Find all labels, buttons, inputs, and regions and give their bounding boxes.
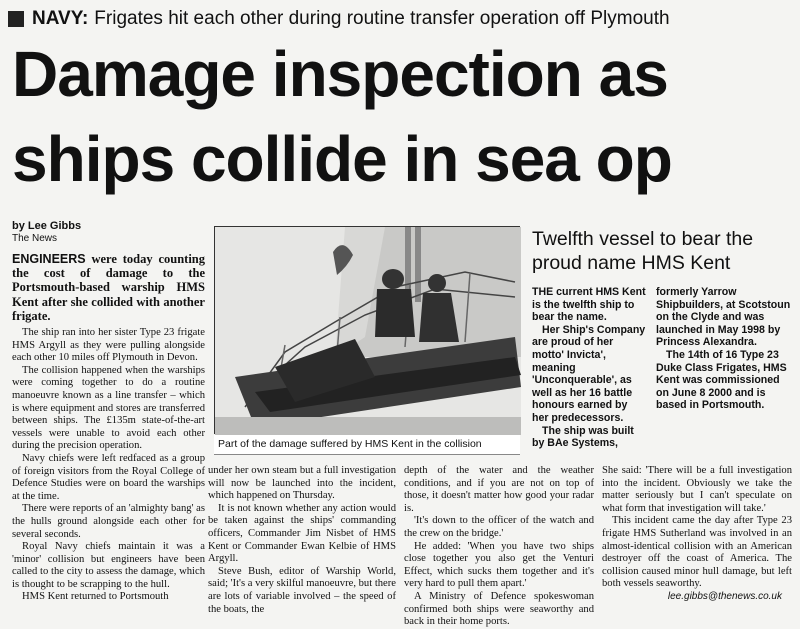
sidebar-title: Twelfth vessel to bear the proud name HMS Kent	[532, 228, 754, 274]
article-column-1	[12, 252, 205, 606]
paragraph: The collision happened when the warships were coming together to do a routine manoeuvre known as a line transfer – which is where equipment and stores are transferred between ships. The £135m state-of-the-art vessels were unable to avoid each other during the precision operation.	[12, 364, 205, 452]
intro-rest: were today counting the cost of damage to the Portsmouth-based warship HMS Kent after she collided with another frigate.	[12, 252, 205, 323]
intro-paragraph	[12, 252, 205, 323]
kicker-text: Frigates hit each other during routine transfer operation off Plymouth	[94, 8, 670, 29]
paragraph: It is not known whether any action would be taken against the ships' commanding officers, Commander Jim Nisbet of HMS Kent or Commander Ewan Kelbie of HMS Argyll.	[208, 502, 396, 565]
paragraph: Steve Bush, editor of Warship World, said; 'It's a very skilful manoeuvre, but there are lots of variable involved – the speed of the boats, the	[208, 565, 396, 615]
paragraph: He added: 'When you have two ships close together you also get the Venturi Effect, which sucks them together and it's very hard to pull them apart.'	[404, 540, 594, 590]
paragraph: She said: 'There will be a full investigation into the incident. Obviously we take the matter seriously but I can't speculate on what form that investigation will take.'	[602, 465, 792, 514]
paragraph: This incident came the day after Type 23 frigate HMS Sutherland was involved in an almost-identical collision with an American destroyer off the coast of America. The collision caused minor hull damage, but left both vessels seaworthy.	[602, 515, 792, 590]
headline-line-2: ships collide in sea op	[12, 123, 672, 195]
paragraph: depth of the water and the weather conditions, and if you are not on top of those, it doesn't matter how good your radar is.	[404, 465, 594, 514]
ship-damage-illustration	[215, 227, 521, 435]
intro-lead: ENGINEERS	[12, 252, 86, 266]
paragraph: The ship ran into her sister Type 23 frigate HMS Argyll as they were pulling alongside each other 10 miles off Plymouth in Devon.	[12, 327, 205, 364]
article-column-2	[208, 465, 396, 615]
sidebar-paragraph: THE current HMS Kent is the twelfth ship to bear the name.	[532, 286, 646, 324]
paragraph: under her own steam but a full investigation will now be launched into the incident, which happened on Thursday.	[208, 465, 396, 502]
kicker	[8, 8, 792, 30]
paragraph: A Ministry of Defence spokeswoman confirmed both ships were seaworthy and back in their home ports.	[404, 590, 594, 628]
sidebar-column-a	[532, 286, 646, 451]
paragraph: Royal Navy chiefs maintain it was a 'minor' collision but engineers have been called to the city to assess the damage, which is thought to be scrapping to the hull.	[12, 541, 205, 590]
author-email: lee.gibbs@thenews.co.uk	[667, 591, 782, 602]
kicker-square-icon	[8, 11, 24, 27]
photo-caption: Part of the damage suffered by HMS Kent in the collision	[214, 435, 520, 455]
sidebar-paragraph: formerly Yarrow Shipbuilders, at Scotstoun on the Clyde and was launched in May 1998 by Princess Alexandra.	[656, 286, 791, 349]
paragraph: There were reports of an 'almighty bang' as the hulls ground alongside each other for several seconds.	[12, 503, 205, 540]
article-column-4	[602, 465, 792, 589]
paragraph: HMS Kent returned to Portsmouth	[22, 591, 169, 603]
sidebar-paragraph: Her Ship's Company are proud of her motto' Invicta', meaning 'Unconquerable', as well as her 16 battle honours earned by her predecessors.	[532, 323, 646, 424]
sidebar-paragraph: The ship was built by BAe Systems,	[532, 424, 634, 450]
paragraph: 'It's down to the officer of the watch and the crew on the bridge.'	[404, 515, 594, 539]
paragraph: Navy chiefs were left redfaced as a group of foreign visitors from the Royal College of Defence Studies were on board the warships at the time.	[12, 452, 205, 502]
sidebar-column-b	[656, 286, 794, 451]
damage-photo	[214, 226, 520, 434]
byline: by Lee Gibbs	[12, 220, 82, 232]
source: The News	[12, 233, 58, 244]
article-column-3	[404, 465, 594, 628]
headline-line-1: Damage inspection as	[12, 38, 668, 110]
sidebar-paragraph: The 14th of 16 Type 23 Duke Class Frigates, HMS Kent was commissioned on June 8 2000 and is based in Portsmouth.	[656, 348, 787, 412]
kicker-tag: NAVY:	[32, 8, 89, 29]
